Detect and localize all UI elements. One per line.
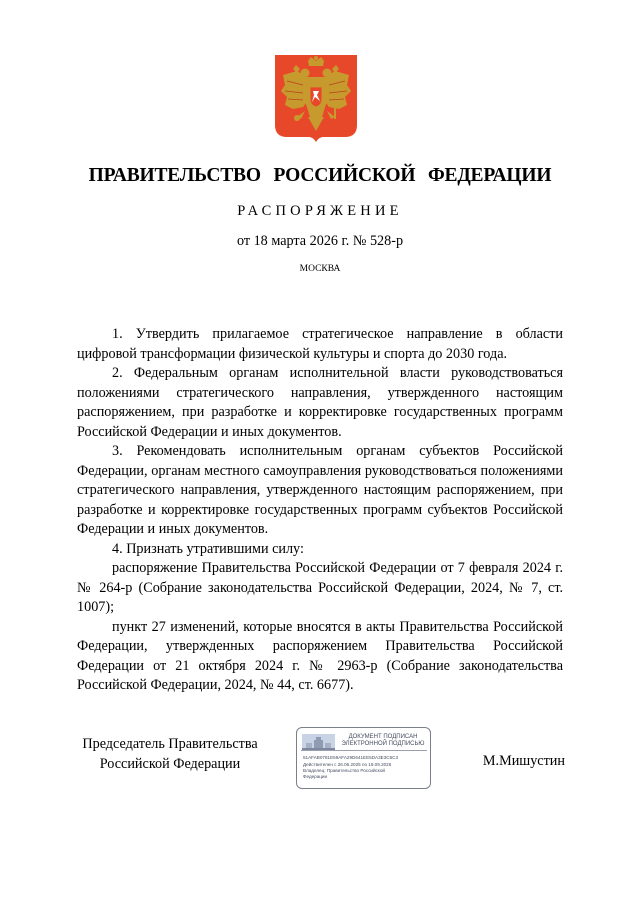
stamp-certificate: 51AFAB0781E59AFA29D641EE5DA3E3C6C3 <box>303 755 399 760</box>
signatory-position-line-2: Российской Федерации <box>99 755 241 772</box>
paragraph-2: 2. Федеральным органам исполнительной власти руководствоваться положениями стратегического направления, утвержденного настоящим распоряжением, при разработке и корректировке государственных программ Российской Федерации и иных документов. <box>77 365 563 440</box>
paragraph-4-item-1: распоряжение Правительства Российской Федерации от 7 февраля 2024 г. № 264-р (Собрание законодательства Российской Федерации, 2024, № 7, ст. 1007); <box>77 560 563 615</box>
city: МОСКВА <box>299 264 341 274</box>
signatory-position-line-1: Председатель Правительства <box>82 736 258 752</box>
coat-of-arms-icon <box>275 55 357 142</box>
government-building-icon <box>302 734 335 750</box>
stamp-validity: Действителен с 26.06.2025 по 19.09.2026 <box>303 762 392 767</box>
stamp-divider <box>301 750 427 751</box>
paragraph-3: 3. Рекомендовать исполнительным органам субъектов Российской Федерации, органам местного самоуправления руководствоваться положениями стратегического направления, утвержденного настоящим распоряжением, при разработке и корректировке государственных программ субъектов Российской Федерации и иных документов. <box>77 443 563 537</box>
signatory-name: М.Мишустин <box>482 753 565 769</box>
stamp-title-line-2: ЭЛЕКТРОННОЙ ПОДПИСЬЮ <box>341 741 425 747</box>
stamp-owner-line-1: Владелец: Правительство Российской <box>303 768 385 773</box>
paragraph-4-item-2: пункт 27 изменений, которые вносятся в акты Правительства Российской Федерации, утвержденных распоряжением Правительства Российской Федерации от 21 октября 2024 г. № 2963-р (Собрание законодательства Российской Федерации, 2024, № 44, ст. 6677). <box>77 618 563 693</box>
stamp-title-line-1: ДОКУМЕНТ ПОДПИСАН <box>348 734 418 740</box>
document-body <box>77 325 563 696</box>
signatory-position <box>60 735 280 774</box>
paragraph-1: 1. Утвердить прилагаемое стратегическое направление в области цифровой трансформации физической культуры и спорта до 2030 года. <box>77 326 563 362</box>
paragraph-4: 4. Признать утратившими силу: <box>112 540 304 557</box>
electronic-signature-stamp <box>296 727 431 789</box>
document-title: ПРАВИТЕЛЬСТВО РОССИЙСКОЙ ФЕДЕРАЦИИ <box>88 165 552 186</box>
date-and-number: от 18 марта 2026 г. № 528-р <box>236 233 404 249</box>
document-type: РАСПОРЯЖЕНИЕ <box>237 203 403 219</box>
stamp-owner-line-2: Федерации <box>303 774 328 779</box>
